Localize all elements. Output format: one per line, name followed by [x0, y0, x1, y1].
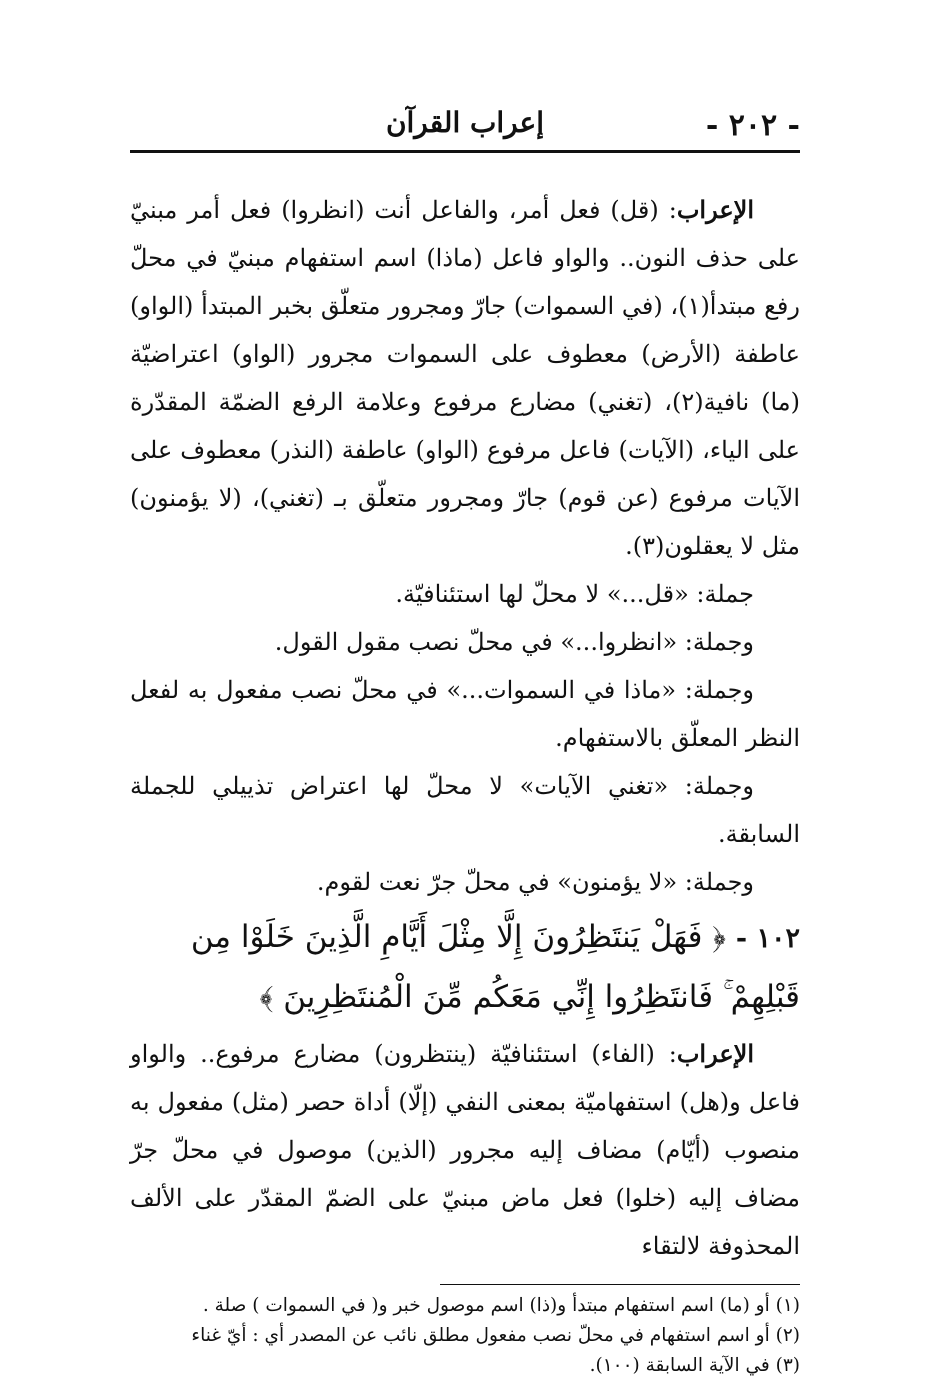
- parsing-paragraph-1: [130, 186, 800, 570]
- header-divider: [130, 150, 800, 153]
- footnote-2: (٢) أو اسم استفهام في محلّ نصب مفعول مطلق نائب عن المصدر أي : أيّ غناء: [191, 1325, 800, 1346]
- main-text: [130, 186, 800, 1381]
- parsing-label: الإعراب: [676, 195, 754, 224]
- book-page: [130, 92, 800, 1376]
- book-title: إعراب القرآن: [385, 106, 545, 139]
- parsing-paragraph-2: [130, 1030, 800, 1270]
- footnote-divider: [440, 1284, 800, 1285]
- sentence-analysis: جملة: «قل...» لا محلّ لها استئنافيّة.: [395, 580, 754, 608]
- sentence-analysis: وجملة: «ماذا في السموات...» في محلّ نصب مفعول به لفعل النظر المعلّق بالاستفهام.: [130, 676, 800, 752]
- sentence-analysis: وجملة: «تغني الآيات» لا محلّ لها اعتراض تذييلي للجملة السابقة.: [130, 772, 800, 848]
- parsing-label: الإعراب: [676, 1039, 754, 1068]
- verse-text: ﴿ فَهَلْ يَنتَظِرُونَ إِلَّا مِثْلَ أَيَّامِ الَّذِينَ خَلَوْا مِن قَبْلِهِمْ ۚ فَانتَظِرُوا إِنِّي مَعَكُم مِّنَ الْمُنتَظِرِينَ ﴾: [190, 919, 800, 1015]
- page-header: [130, 92, 800, 143]
- parsing-text: : (قل) فعل أمر، والفاعل أنت (انظروا) فعل أمر مبنيّ على حذف النون.. والواو فاعل (ماذا) اسم استفهام مبنيّ في محلّ رفع مبتدأ(١)، (في السموات) جارّ ومجرور متعلّق بخبر المبتدأ (الواو) عاطفة (الأرض) معطوف على السموات مجرور (الواو) اعتراضيّة (ما) نافية(٢)، (تغني) مضارع مرفوع وعلامة الرفع الضمّة المقدّرة على الياء، (الآيات) فاعل مرفوع (الواو) عاطفة (النذر) معطوف على الآيات مرفوع (عن قوم) جارّ ومجرور متعلّق بـ (تغني)، (لا يؤمنون) مثل لا يعقلون(٣).: [130, 196, 800, 560]
- quran-verse: [130, 908, 800, 1026]
- page-number: - ٢٠٢ -: [705, 108, 800, 143]
- verse-number: ١٠٢ -: [735, 923, 800, 954]
- footnote-3: (٣) في الآية السابقة (١٠٠).: [589, 1355, 800, 1376]
- sentence-analysis: وجملة: «انظروا...» في محلّ نصب مقول القول.: [274, 628, 754, 656]
- footnote-1: (١) أو (ما) اسم استفهام مبتدأ و(ذا) اسم موصول خبر و( في السموات ) صلة .: [202, 1295, 800, 1316]
- footnotes: [130, 1291, 800, 1381]
- sentence-analysis: وجملة: «لا يؤمنون» في محلّ جرّ نعت لقوم.: [316, 868, 754, 896]
- parsing-text: : (الفاء) استئنافيّة (ينتظرون) مضارع مرفوع.. والواو فاعل و(هل) استفهاميّة بمعنى النفي (إلّا) أداة حصر (مثل) مفعول به منصوب (أيّام) مضاف إليه مجرور (الذين) موصول في محلّ جرّ مضاف إليه (خلوا) فعل ماض مبنيّ على الضمّ المقدّر على الألف المحذوفة لالتقاء: [130, 1040, 800, 1260]
